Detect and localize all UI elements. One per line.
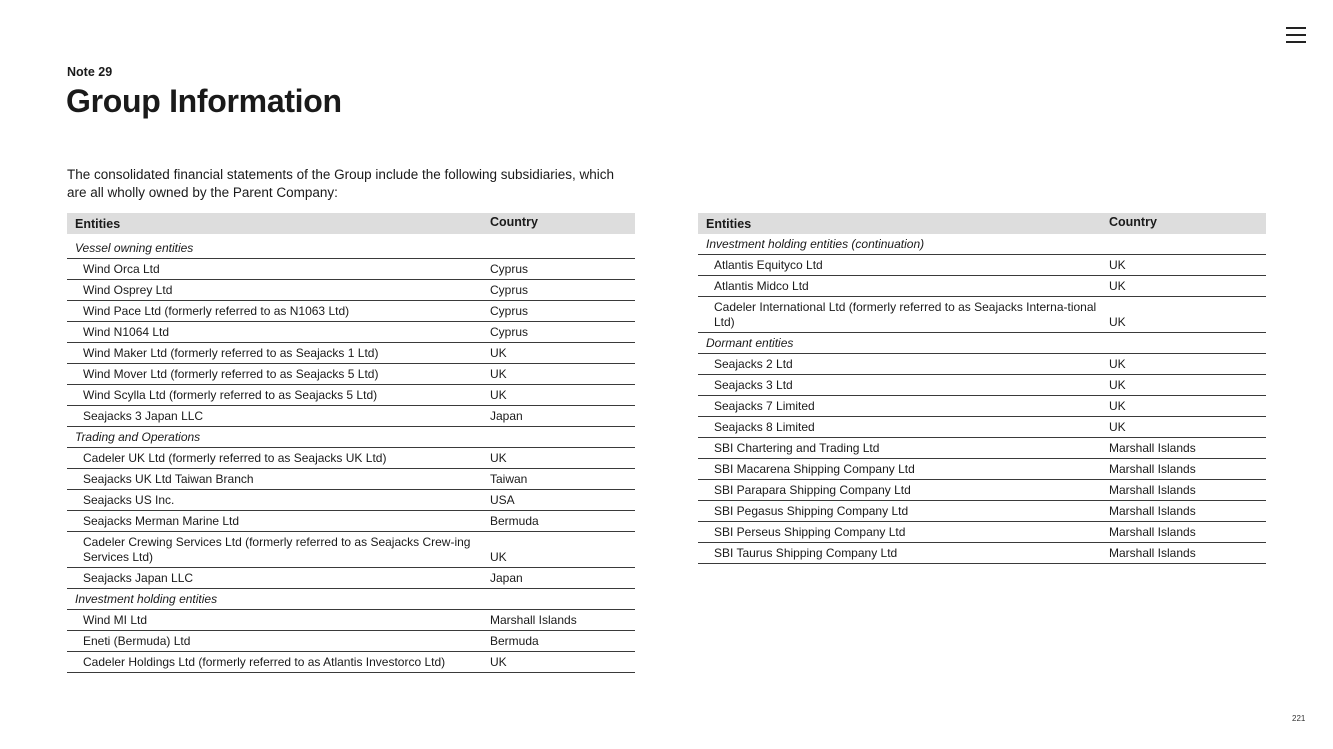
table-row — [67, 364, 635, 385]
table-row — [67, 532, 635, 568]
entity-name: SBI Chartering and Trading Ltd — [714, 441, 880, 455]
entity-name: Seajacks Japan LLC — [83, 571, 194, 585]
entity-country — [490, 238, 635, 258]
entity-country — [490, 427, 635, 447]
section-row — [698, 333, 1266, 354]
entity-name: Seajacks 3 Ltd — [714, 378, 793, 392]
section-row — [698, 234, 1266, 255]
menu-bar — [1286, 34, 1306, 36]
table-row — [67, 406, 635, 427]
table-header — [698, 213, 1266, 234]
entity-country — [1109, 234, 1266, 254]
table-row — [67, 610, 635, 631]
entity-name: Seajacks US Inc. — [83, 493, 175, 507]
entity-country: Cyprus — [490, 262, 529, 276]
entity-name: Wind Pace Ltd (formerly referred to as N1063 Ltd) — [83, 304, 350, 318]
entity-name: Wind N1064 Ltd — [83, 325, 170, 339]
subsidiaries-table-left — [67, 213, 635, 673]
section-row — [67, 589, 635, 610]
entity-country: Taiwan — [490, 472, 528, 486]
entity-country: UK — [490, 346, 507, 360]
entity-name: Cadeler UK Ltd (formerly referred to as Seajacks UK Ltd) — [83, 451, 387, 465]
entity-country: Bermuda — [490, 514, 539, 528]
entity-name: SBI Perseus Shipping Company Ltd — [714, 525, 906, 539]
section-label: Investment holding entities (continuation) — [706, 237, 925, 251]
entity-name: Wind Maker Ltd (formerly referred to as Seajacks 1 Ltd) — [83, 346, 379, 360]
entity-country: UK — [490, 388, 507, 402]
entity-name: SBI Pegasus Shipping Company Ltd — [714, 504, 909, 518]
entity-country: UK — [490, 550, 507, 564]
entity-country: UK — [1109, 378, 1126, 392]
entity-name: Seajacks 3 Japan LLC — [83, 409, 204, 423]
section-label: Investment holding entities — [75, 592, 218, 606]
entity-name: Eneti (Bermuda) Ltd — [83, 634, 191, 648]
note-label: Note 29 — [67, 65, 113, 79]
entity-name: Wind Scylla Ltd (formerly referred to as Seajacks 5 Ltd) — [83, 388, 378, 402]
section-label: Dormant entities — [706, 336, 794, 350]
table-body — [698, 234, 1266, 564]
entity-name: Seajacks UK Ltd Taiwan Branch — [83, 472, 254, 486]
entity-country: Marshall Islands — [1109, 525, 1196, 539]
entity-name: SBI Taurus Shipping Company Ltd — [714, 546, 898, 560]
country-column-header: Country — [1109, 215, 1157, 229]
entity-name: Seajacks 2 Ltd — [714, 357, 793, 371]
entity-country: Marshall Islands — [1109, 504, 1196, 518]
entity-country: Cyprus — [490, 283, 529, 297]
entity-country: UK — [1109, 258, 1126, 272]
entity-country: Japan — [490, 409, 523, 423]
table-row — [698, 297, 1266, 333]
entity-country: Marshall Islands — [1109, 546, 1196, 560]
table-row — [67, 631, 635, 652]
entity-name: SBI Parapara Shipping Company Ltd — [714, 483, 911, 497]
table-row — [67, 568, 635, 589]
table-row — [698, 438, 1266, 459]
entity-name: Atlantis Equityco Ltd — [714, 258, 823, 272]
table-row — [67, 301, 635, 322]
entity-name: Wind Osprey Ltd — [83, 283, 173, 297]
entity-name: Seajacks Merman Marine Ltd — [83, 514, 240, 528]
entity-name: Seajacks 7 Limited — [714, 399, 815, 413]
entities-column-header: Entities — [75, 216, 121, 231]
table-header — [67, 213, 635, 234]
entity-name: Atlantis Midco Ltd — [714, 279, 809, 293]
table-row — [67, 322, 635, 343]
table-row — [698, 543, 1266, 564]
entity-country: Marshall Islands — [490, 613, 577, 627]
table-row — [698, 276, 1266, 297]
table-row — [67, 448, 635, 469]
entity-country: USA — [490, 493, 515, 507]
entity-name: SBI Macarena Shipping Company Ltd — [714, 462, 915, 476]
table-row — [67, 280, 635, 301]
entity-country: Bermuda — [490, 634, 539, 648]
table-row — [698, 375, 1266, 396]
country-column-header: Country — [490, 215, 538, 229]
table-row — [698, 501, 1266, 522]
entity-country: UK — [1109, 357, 1126, 371]
entity-country: UK — [1109, 399, 1126, 413]
entity-country: UK — [1109, 279, 1126, 293]
entity-country: Cyprus — [490, 304, 529, 318]
table-body — [67, 238, 635, 673]
entity-country: Marshall Islands — [1109, 483, 1196, 497]
section-label: Trading and Operations — [75, 430, 201, 444]
entity-country — [490, 589, 635, 609]
table-row — [67, 385, 635, 406]
entity-name: Wind Orca Ltd — [83, 262, 160, 276]
table-row — [67, 343, 635, 364]
subsidiaries-table-right — [698, 213, 1266, 564]
entity-country: UK — [1109, 420, 1126, 434]
hamburger-menu-icon[interactable] — [1286, 26, 1306, 44]
table-row — [698, 459, 1266, 480]
table-row — [67, 511, 635, 532]
table-row — [698, 417, 1266, 438]
page-title: Group Information — [66, 83, 342, 119]
section-label: Vessel owning entities — [75, 241, 194, 255]
entity-country: UK — [490, 655, 507, 669]
entity-country: UK — [1109, 315, 1126, 329]
table-row — [67, 490, 635, 511]
table-row — [698, 522, 1266, 543]
entity-country: Cyprus — [490, 325, 529, 339]
section-row — [67, 427, 635, 448]
table-row — [698, 255, 1266, 276]
entity-country: UK — [490, 451, 507, 465]
entity-country: Marshall Islands — [1109, 462, 1196, 476]
entity-name: Wind Mover Ltd (formerly referred to as Seajacks 5 Ltd) — [83, 367, 379, 381]
entity-name: Wind MI Ltd — [83, 613, 148, 627]
page-number: 221 — [1292, 714, 1306, 723]
entity-country: Japan — [490, 571, 523, 585]
menu-bar — [1286, 41, 1306, 43]
section-row — [67, 238, 635, 259]
table-row — [698, 354, 1266, 375]
table-row — [698, 396, 1266, 417]
entities-column-header: Entities — [706, 216, 752, 231]
table-row — [67, 652, 635, 673]
entity-country: UK — [490, 367, 507, 381]
entity-name: Seajacks 8 Limited — [714, 420, 815, 434]
entity-name: Cadeler Holdings Ltd (formerly referred to as Atlantis Investorco Ltd) — [83, 655, 446, 669]
entity-country — [1109, 333, 1266, 353]
entity-name: Cadeler Crewing Services Ltd (formerly referred to as Seajacks Crew-ing Services Ltd) — [83, 535, 471, 564]
menu-bar — [1286, 27, 1306, 29]
entity-name: Cadeler International Ltd (formerly referred to as Seajacks Interna-tional Ltd) — [714, 300, 1097, 329]
entity-country: Marshall Islands — [1109, 441, 1196, 455]
intro-paragraph: The consolidated financial statements of the Group include the following subsidiaries, which are all wholly owned by the Parent Company: — [67, 167, 615, 200]
table-row — [67, 259, 635, 280]
table-row — [67, 469, 635, 490]
table-row — [698, 480, 1266, 501]
